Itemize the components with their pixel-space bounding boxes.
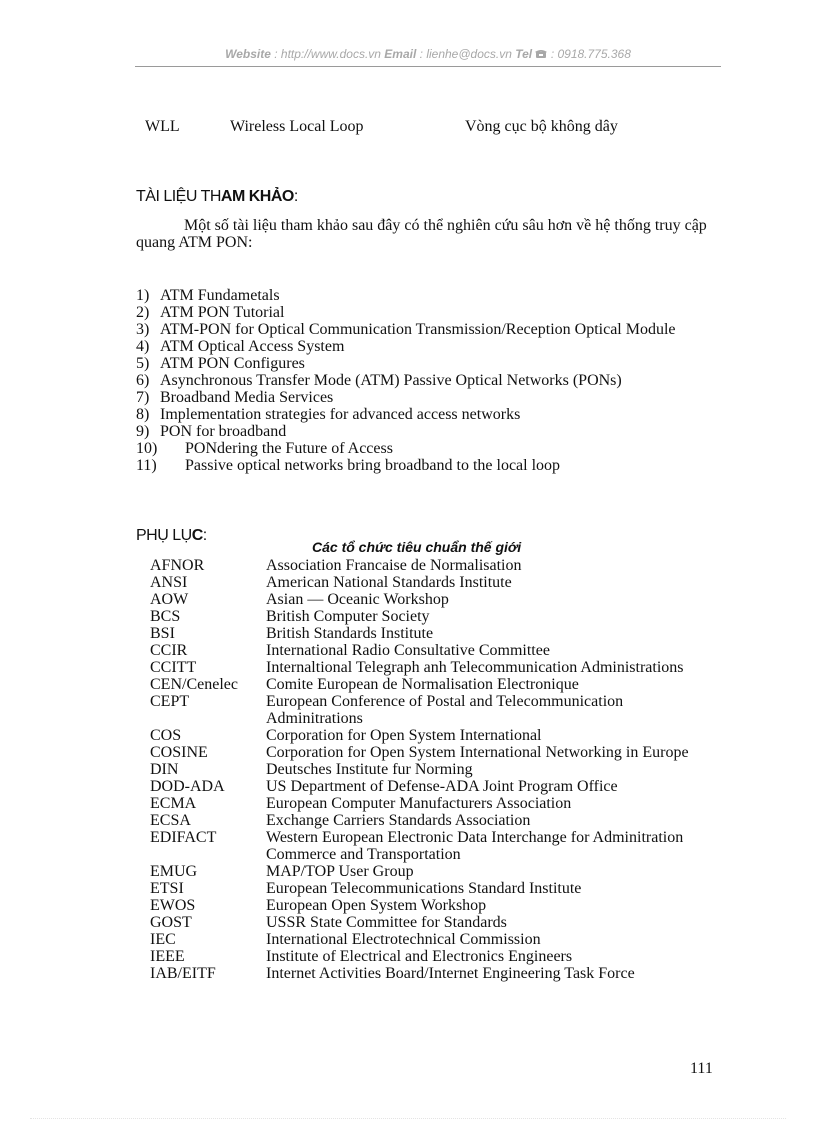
organizations-list <box>150 557 716 982</box>
org-name: British Standards Institute <box>266 625 434 642</box>
table-row <box>150 829 716 863</box>
list-item <box>136 304 716 321</box>
table-row <box>150 812 716 829</box>
list-item <box>136 321 716 338</box>
org-name: European Conference of Postal and Telecommunication Adminitrations <box>266 693 624 727</box>
appendix-heading-light: PHỤ LỤ <box>136 527 192 544</box>
page-number: 111 <box>690 1060 713 1077</box>
org-name: European Computer Manufacturers Association <box>266 795 572 812</box>
website-label: Website <box>225 47 271 61</box>
table-row <box>150 914 716 931</box>
org-name: US Department of Defense-ADA Joint Program Office <box>266 778 618 795</box>
org-abbr: EDIFACT <box>150 829 217 846</box>
org-name: European Open System Workshop <box>266 897 487 914</box>
table-row <box>150 642 716 659</box>
abbr-code: WLL <box>145 118 180 135</box>
org-name: Corporation for Open System International Networking in Europe <box>266 744 689 761</box>
list-text: PON for broadband <box>160 423 287 440</box>
references-heading <box>136 188 298 206</box>
list-number: 9) <box>136 423 150 440</box>
org-abbr: EMUG <box>150 863 198 880</box>
org-abbr: DOD-ADA <box>150 778 225 795</box>
org-abbr: CCIR <box>150 642 188 659</box>
page-header <box>135 47 721 61</box>
list-item <box>136 440 716 457</box>
list-text: ATM PON Tutorial <box>160 304 285 321</box>
org-name: Association Francaise de Normalisation <box>266 557 522 574</box>
references-intro-text: Một số tài liệu tham khảo sau đây có thể nghiên cứu sâu hơn về hệ thống truy cập quang ATM PON: <box>136 217 707 251</box>
org-abbr: AFNOR <box>150 557 205 574</box>
org-name: American National Standards Institute <box>266 574 512 591</box>
list-item <box>136 457 716 474</box>
email-label: Email <box>384 47 417 61</box>
org-name: Institute of Electrical and Electronics Engineers <box>266 948 573 965</box>
table-row <box>150 659 716 676</box>
org-abbr: ANSI <box>150 574 188 591</box>
org-abbr: DIN <box>150 761 179 778</box>
org-abbr: EWOS <box>150 897 196 914</box>
table-row <box>150 744 716 761</box>
org-abbr: CEN/Cenelec <box>150 676 238 693</box>
list-text: Passive optical networks bring broadband to the local loop <box>185 457 561 474</box>
table-row <box>150 727 716 744</box>
list-text: ATM PON Configures <box>160 355 305 372</box>
phone-icon <box>535 47 550 61</box>
list-number: 1) <box>136 287 150 304</box>
org-name: USSR State Committee for Standards <box>266 914 507 931</box>
list-number: 3) <box>136 321 150 338</box>
org-abbr: CEPT <box>150 693 190 710</box>
list-item <box>136 372 716 389</box>
list-item <box>136 389 716 406</box>
org-name: Comite European de Normalisation Electronique <box>266 676 579 693</box>
list-number: 10) <box>136 440 158 457</box>
list-number: 2) <box>136 304 150 321</box>
website-url: : http://www.docs.vn <box>270 47 385 61</box>
org-abbr: IEC <box>150 931 176 948</box>
table-row <box>150 778 716 795</box>
table-row <box>150 574 716 591</box>
appendix-heading <box>136 527 207 545</box>
org-name: International Electrotechnical Commission <box>266 931 541 948</box>
table-row <box>150 761 716 778</box>
list-number: 4) <box>136 338 150 355</box>
org-name: European Telecommunications Standard Institute <box>266 880 582 897</box>
org-abbr: CCITT <box>150 659 197 676</box>
org-abbr: BCS <box>150 608 181 625</box>
appendix-subtitle: Các tổ chức tiêu chuẩn thế giới <box>312 539 522 555</box>
list-item <box>136 406 716 423</box>
org-name: Corporation for Open System International <box>266 727 542 744</box>
list-number: 5) <box>136 355 150 372</box>
org-abbr: BSI <box>150 625 175 642</box>
header-divider <box>135 66 721 67</box>
list-item <box>136 355 716 372</box>
table-row <box>150 591 716 608</box>
list-number: 6) <box>136 372 150 389</box>
list-item <box>136 287 716 304</box>
footer-divider <box>30 1118 786 1119</box>
list-text: Broadband Media Services <box>160 389 334 406</box>
list-item <box>136 423 716 440</box>
org-abbr: GOST <box>150 914 192 931</box>
org-abbr: COS <box>150 727 182 744</box>
org-abbr: IEEE <box>150 948 185 965</box>
org-abbr: ECMA <box>150 795 197 812</box>
list-number: 11) <box>136 457 157 474</box>
references-heading-bold: AM KHẢO <box>220 188 294 205</box>
org-abbr: ECSA <box>150 812 191 829</box>
table-row <box>150 965 716 982</box>
org-abbr: AOW <box>150 591 189 608</box>
table-row <box>150 795 716 812</box>
appendix-heading-colon: : <box>202 527 207 544</box>
org-name: Internet Activities Board/Internet Engineering Task Force <box>266 965 635 982</box>
list-text: ATM Optical Access System <box>160 338 345 355</box>
table-row <box>150 557 716 574</box>
list-text: Implementation strategies for advanced access networks <box>160 406 521 423</box>
abbr-english: Wireless Local Loop <box>230 118 364 135</box>
list-text: ATM-PON for Optical Communication Transmission/Reception Optical Module <box>160 321 676 338</box>
org-name: Deutsches Institute fur Norming <box>266 761 473 778</box>
org-abbr: IAB/EITF <box>150 965 216 982</box>
list-text: PONdering the Future of Access <box>185 440 393 457</box>
org-name: Internaltional Telegraph anh Telecommunication Administrations <box>266 659 684 676</box>
table-row <box>150 880 716 897</box>
table-row <box>150 625 716 642</box>
list-item <box>136 338 716 355</box>
tel-label: Tel <box>515 47 533 61</box>
table-row <box>150 863 716 880</box>
appendix-heading-bold: C <box>191 527 203 544</box>
table-row <box>150 897 716 914</box>
list-text: Asynchronous Transfer Mode (ATM) Passive Optical Networks (PONs) <box>160 372 622 389</box>
list-text: ATM Fundametals <box>160 287 280 304</box>
abbr-vietnamese: Vòng cục bộ không dây <box>465 118 618 135</box>
list-number: 8) <box>136 406 150 423</box>
org-name: Asian — Oceanic Workshop <box>266 591 449 608</box>
org-name: International Radio Consultative Committee <box>266 642 550 659</box>
table-row <box>150 693 716 727</box>
org-name: British Computer Society <box>266 608 430 625</box>
references-list <box>136 287 716 474</box>
references-heading-light: TÀI LIỆU TH <box>136 188 221 205</box>
org-abbr: COSINE <box>150 744 208 761</box>
table-row <box>150 948 716 965</box>
org-name: Exchange Carriers Standards Association <box>266 812 531 829</box>
references-intro <box>136 217 716 251</box>
org-name: MAP/TOP User Group <box>266 863 414 880</box>
table-row <box>150 608 716 625</box>
list-number: 7) <box>136 389 150 406</box>
references-heading-colon: : <box>293 188 298 205</box>
org-abbr: ETSI <box>150 880 184 897</box>
table-row <box>150 931 716 948</box>
org-name: Western European Electronic Data Interchange for Adminitration Commerce and Transportation <box>266 829 684 863</box>
table-row <box>150 676 716 693</box>
email-address: : lienhe@docs.vn <box>416 47 516 61</box>
tel-number: : 0918.775.368 <box>550 47 631 61</box>
